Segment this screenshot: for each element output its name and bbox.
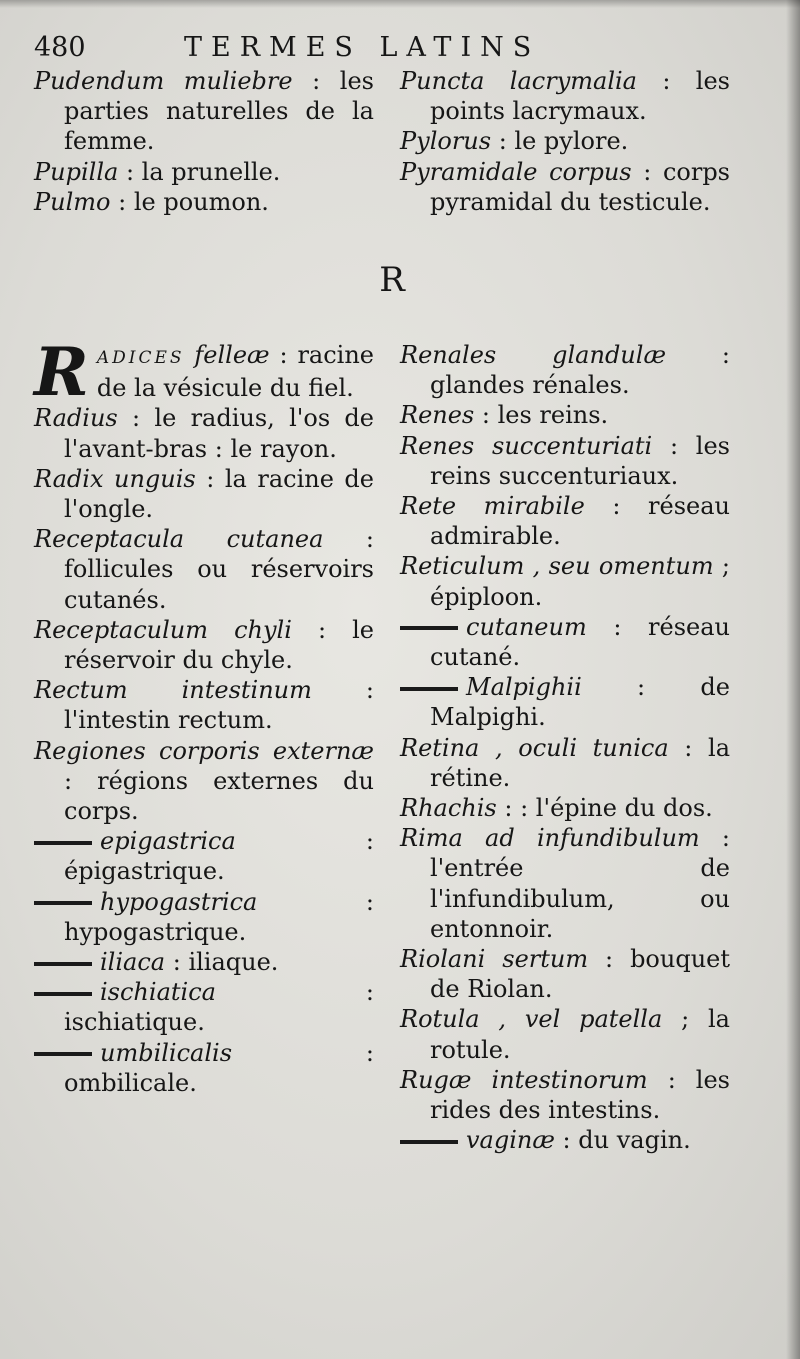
entry-term: cutaneum [466,612,587,641]
entry-term: umbilicalis [100,1038,233,1067]
running-head: TERMES LATINS [184,32,541,63]
right-column [400,340,730,1155]
entry-definition: : réseau cutané. [430,612,730,672]
entry-definition: ; la rotule. [430,1005,730,1064]
entry-term: Pupilla [34,157,119,186]
entry-definition: : le radius, l'os de l'avant-bras : le rayon. [64,404,374,463]
entry [400,733,730,793]
entry-term: Radix unguis [34,464,196,493]
entry [400,126,730,156]
ditto-dash [400,626,458,630]
entry-term: Pylorus [400,127,492,156]
entry [34,826,374,886]
entry-term: hypogastrica [100,887,258,916]
ditto-dash [34,992,92,996]
section-letter: R [379,260,405,300]
entry-term: Regiones corporis externæ [34,736,374,765]
entry [400,551,730,611]
left-entry-list [34,403,374,1098]
entry-term: Renes succenturiati [400,431,653,460]
entry-definition: : corps pyramidal du testicule. [430,157,730,216]
entry [400,1004,730,1064]
entry-term: Rhachis [400,794,497,823]
entry [34,157,374,187]
entry-definition: : ischiatique. [64,978,374,1037]
entry [34,736,374,827]
entry-definition: : le réservoir du chyle. [64,615,374,675]
entry [34,947,374,977]
entry-definition: : follicules ou réservoirs cutanés. [64,525,374,614]
entry-definition: : de Malpighi. [430,673,730,732]
entry-definition: : le poumon. [110,187,269,216]
entry-term: Receptaculum chyli [34,615,292,644]
entry-term: Renes [400,401,475,430]
entry [400,491,730,551]
entry [400,823,730,944]
page-gutter-shadow [786,0,800,1359]
top-right-column [400,66,730,217]
ditto-dash [34,841,92,845]
entry-term: Receptacula cutanea [34,525,324,554]
left-column [34,333,375,1098]
entry-definition: : ombilicale. [64,1038,374,1097]
entry-term: Riolani sertum [400,945,589,974]
entry-term: epigastrica [100,827,236,856]
entry-term: Rima ad infundibulum [400,824,700,853]
entry-term: vaginæ [466,1126,555,1155]
entry-definition: : l'entrée de l'infundibulum, ou entonnoir. [430,824,731,943]
entry [34,977,374,1037]
entry-term: Pulmo [34,187,111,216]
entry-term: Rectum intestinum [34,676,312,705]
ditto-dash [400,687,458,691]
page-top-shadow [0,0,800,8]
entry-definition: : la rétine. [430,733,730,792]
first-entry [34,333,375,411]
entry-term: Retina , oculi tunica [400,733,669,762]
entry [34,403,374,463]
entry [400,612,730,672]
entry-term: Renales glandulæ [400,341,666,369]
entry-definition: : la prunelle. [118,157,281,186]
entry-definition: : iliaque. [165,948,279,977]
entry-definition: : le pylore. [491,127,629,156]
entry [400,66,730,126]
entry [34,187,374,217]
entry-definition: : les reins. [474,401,609,430]
top-left-column [34,66,374,217]
entry-term: Reticulum , seu omentum [400,552,714,581]
entry-definition: : les points lacrymaux. [430,67,730,126]
entry [400,157,730,217]
entry-definition: : épigastrique. [64,827,374,886]
entry [400,793,730,823]
entry-term: ischiatica [100,978,216,1007]
entry-definition: : réseau admirable. [430,492,730,551]
entry [34,524,374,615]
entry [400,672,730,732]
entry-definition: : les parties naturelles de la femme. [64,67,374,156]
right-entry-list [400,340,730,1155]
entry [400,400,730,430]
entry-definition: : bouquet de Riolan. [430,945,731,1004]
entry [34,615,374,675]
entry [34,675,374,735]
ditto-dash [34,962,92,966]
entry-term: Malpighii [466,673,582,702]
entry [400,340,730,400]
ditto-dash [34,901,92,905]
first-entry-definition: : racine de la vésicule du fiel. [96,341,375,403]
entry-definition: ; épiploon. [430,552,730,611]
entry [34,1038,374,1098]
entry-definition: : régions externes du corps. [64,766,374,826]
entry-definition: : glandes rénales. [430,341,730,400]
page-header [34,30,774,66]
entry-term: Pyramidale corpus [400,157,632,186]
entry [400,1065,730,1125]
entry-term: Radius [34,404,118,433]
entry [400,431,730,491]
entry-term: Rete mirabile [400,492,585,521]
entry-term: Rotula , vel patella [400,1005,663,1034]
entry-definition: : hypogastrique. [64,887,374,946]
entry [400,1125,730,1155]
entry-definition: : du vagin. [554,1126,691,1155]
ditto-dash [400,1140,458,1144]
page-number: 480 [34,32,86,63]
entry-term: Rugæ intestinorum [400,1065,648,1094]
entry-definition: : les reins succenturiaux. [430,431,730,490]
first-entry-smallcaps: ADICES [96,348,185,368]
ditto-dash [34,1052,92,1056]
entry-term: iliaca [100,948,166,977]
entry [34,464,374,524]
entry-definition: : la racine de l'ongle. [64,464,374,524]
entry [400,944,730,1004]
entry-definition: : les rides des intestins. [430,1065,730,1125]
first-entry-term: felleæ [184,341,270,369]
entry-definition: : l'intestin rectum. [64,676,374,735]
entry [34,887,374,947]
entry-definition: : : l'épine du dos. [496,794,713,823]
entry-term: Pudendum muliebre [34,67,293,95]
entry [34,66,374,157]
drop-cap: R [34,333,89,411]
entry-term: Puncta lacrymalia [400,67,637,95]
